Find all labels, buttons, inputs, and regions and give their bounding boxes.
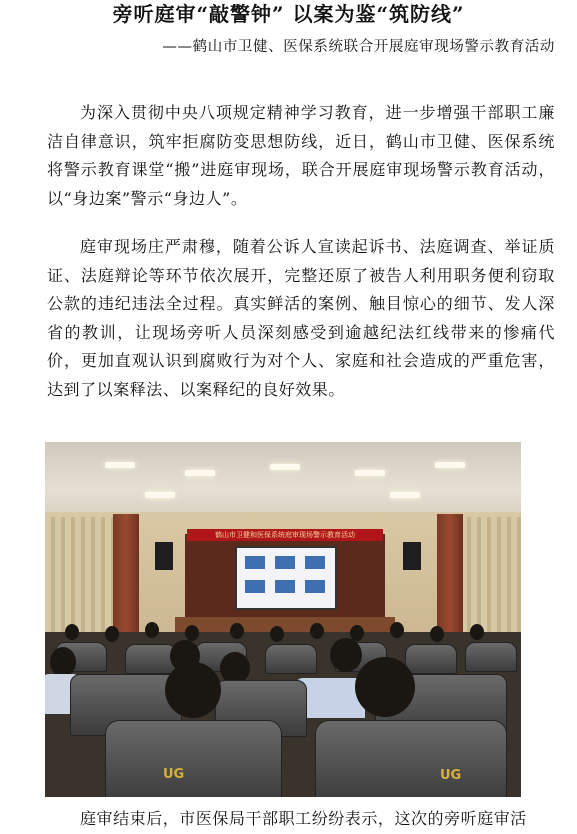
ceiling-light <box>390 492 420 498</box>
front-seat <box>315 720 507 797</box>
ceiling <box>45 442 521 520</box>
paragraph-3: 庭审结束后，市医保局干部职工纷纷表示，这次的旁听庭审活 <box>80 809 527 828</box>
audience-head <box>330 638 362 672</box>
screen-panel <box>245 556 265 569</box>
screen-panel <box>245 580 265 593</box>
audience-head <box>145 622 159 638</box>
audience-head <box>50 647 76 677</box>
speaker <box>403 542 421 570</box>
screen-panel <box>275 556 295 569</box>
article-title: 旁听庭审“敲警钟” 以案为鉴“筑防线” <box>112 2 465 26</box>
seat <box>465 642 517 672</box>
speaker <box>155 542 173 570</box>
screen-panel <box>305 580 325 593</box>
seat-logo: UG <box>163 767 185 782</box>
ceiling-light <box>185 470 215 476</box>
seat-logo: UG <box>440 768 462 783</box>
seat <box>265 644 317 674</box>
ceiling-light <box>145 492 175 498</box>
audience-head <box>185 625 199 641</box>
paragraph-2: 庭审现场庄严肃穆，随着公诉人宣读起诉书、法庭调查、举证质证、法庭辩论等环节依次展开，完整还原了被告人利用职务便利窃取公款的违纪违法全过程。真实鲜活的案例、触目惊心的细节、发人深省的教训，让现场旁听人员深刻感受到逾越纪法红线带来的惨痛代价，更加直观认识到腐败行为对个人、家庭和社会造成的严重危害，达到了以案释法、以案释纪的良好效果。 <box>47 237 555 399</box>
seat <box>125 644 177 674</box>
paragraph-1: 为深入贯彻中央八项规定精神学习教育，进一步增强干部职工廉洁自律意识，筑牢拒腐防变思想防线，近日，鹤山市卫健、医保系统将警示教育课堂“搬”进庭审现场，联合开展庭审现场警示教育活动，以“身边案”警示“身边人”。 <box>47 103 555 208</box>
ceiling-light <box>270 464 300 470</box>
projection-screen <box>235 546 337 610</box>
audience-head <box>165 662 221 718</box>
audience-head <box>430 626 444 642</box>
front-seat <box>105 720 282 797</box>
article-subtitle: ——鹤山市卫健、医保系统联合开展庭审现场警示教育活动 <box>162 39 555 55</box>
audience-head <box>270 626 284 642</box>
audience-head <box>105 626 119 642</box>
seat <box>405 644 457 674</box>
ceiling-light <box>105 462 135 468</box>
audience-head <box>230 623 244 639</box>
ceiling-light <box>355 470 385 476</box>
audience-head <box>65 624 79 640</box>
audience-head <box>310 623 324 639</box>
screen-panel <box>305 556 325 569</box>
audience-head <box>355 657 415 717</box>
screen-panel <box>275 580 295 593</box>
audience-head <box>390 622 404 638</box>
ceiling-light <box>435 462 465 468</box>
audience-head <box>470 624 484 640</box>
courtroom-photo <box>45 442 521 797</box>
stage-banner: 鹤山市卫健和医保系统庭审现场警示教育活动 <box>187 529 383 541</box>
